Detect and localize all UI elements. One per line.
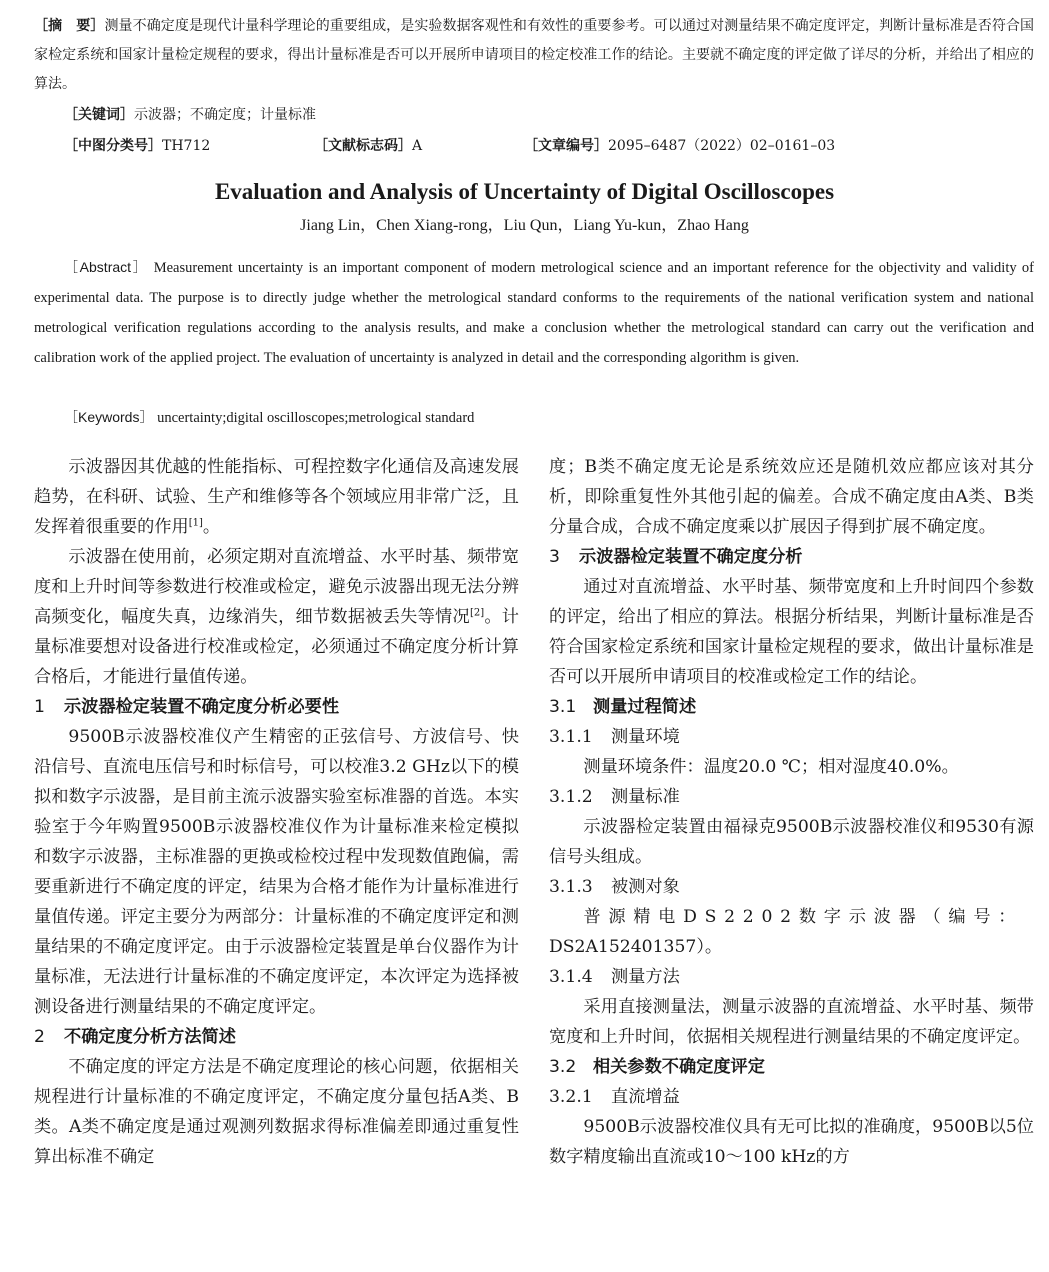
citation-ref: [1] (188, 517, 203, 529)
cn-abstract-text: 测量不确定度是现代计量科学理论的重要组成，是实验数据客观性和有效性的重要参考。可以通过对测量结果不确定度评定，判断计量标准是否符合国家检定系统和国家计量检定规程的要求，得出计量标准是否可以开展所申请项目的检定校准工作的结论。主要就不确定度的评定做了详尽的分析，并给出了相应的算法。 (34, 18, 1035, 92)
paragraph: 9500B示波器校准仪产生精密的正弦信号、方波信号、快沿信号、直流电压信号和时标信号，可以校准3.2 GHz以下的模拟和数字示波器，是目前主流示波器实验室标准器的首选。本实验室于今年购置9500B示波器校准仪作为计量标准来检定模拟和数字示波器，主标准器的更换或检校过程中发现数值跑偏，需要重新进行不确定度的评定，结果为合格才能作为计量标准进行量值传递。评定主要分为两部分：计量标准的不确定度评定和测量结果的不确定度评定。由于示波器检定装置是单台仪器作为计量标准，无法进行计量标准的不确定度评定，本次评定为选择被测设备进行测量结果的不确定度评定。 (34, 727, 519, 1017)
doc-code-label: ［文献标志码］ (314, 138, 412, 154)
cn-keywords (64, 104, 316, 126)
clc-value: TH712 (162, 138, 211, 154)
subsubsection-heading (549, 782, 1034, 812)
article-no-value: 2095–6487（2022）02–0161–03 (608, 138, 836, 154)
doc-code-value: A (412, 138, 423, 154)
subsubsection-heading (549, 722, 1034, 752)
paragraph (34, 452, 519, 542)
body-left-column (34, 452, 519, 1172)
section-title: 示波器检定装置不确定度分析必要性 (64, 697, 340, 717)
paragraph: 测量环境条件：温度20.0 ℃；相对湿度40.0%。 (583, 757, 959, 777)
section-title: 测量过程简述 (593, 697, 697, 717)
clc-label: ［中图分类号］ (64, 138, 162, 154)
paragraph: 度；B类不确定度无论是系统效应还是随机效应都应该对其分析，即除重复性外其他引起的偏差。合成不确定度由A类、B类分量合成，合成不确定度乘以扩展因子得到扩展不确定度。 (549, 457, 1034, 537)
section-number: 2 (34, 1027, 45, 1047)
section-number: 3.2 (549, 1057, 577, 1077)
section-number: 3.1.2 (549, 787, 593, 807)
section-title: 测量标准 (611, 787, 680, 807)
section-title: 测量方法 (611, 967, 680, 987)
english-keywords-label: ［Keywords］ (64, 409, 154, 425)
document-code (314, 135, 422, 157)
subsubsection-heading (549, 962, 1034, 992)
english-abstract-label: ［Abstract］ (64, 259, 149, 275)
paragraph (549, 902, 1034, 932)
section-number: 3.1 (549, 697, 577, 717)
english-authors: Jiang Lin，Chen Xiang-rong，Liu Qun，Liang Yu-kun，Zhao Hang (300, 217, 749, 234)
section-heading (549, 542, 1034, 572)
section-title: 被测对象 (611, 877, 680, 897)
section-title: 直流增益 (611, 1087, 680, 1107)
subsubsection-heading (549, 1082, 1034, 1112)
cn-abstract (34, 12, 1034, 99)
paragraph-text: 示波器因其优越的性能指标、可程控数字化通信及高速发展趋势，在科研、试验、生产和维修等各个领域应用非常广泛，且发挥着很重要的作用 (34, 457, 519, 537)
section-number: 1 (34, 697, 45, 717)
article-number (524, 135, 835, 157)
paragraph: 采用直接测量法，测量示波器的直流增益、水平时基、频带宽度和上升时间，依据相关规程进行测量结果的不确定度评定。 (549, 997, 1034, 1047)
cn-keywords-label: ［关键词］ (64, 107, 134, 123)
article-no-label: ［文章编号］ (524, 138, 608, 154)
clc-number (64, 135, 210, 157)
section-title: 不确定度分析方法简述 (64, 1027, 236, 1047)
body-right-column (549, 452, 1034, 1172)
section-title: 测量环境 (611, 727, 680, 747)
paragraph: DS2A152401357）。 (549, 937, 723, 957)
paragraph: 不确定度的评定方法是不确定度理论的核心问题，依据相关规程进行计量标准的不确定度评定，不确定度分量包括A类、B类。A类不确定度是通过观测列数据求得标准偏差即通过重复性算出标准不确定 (34, 1057, 519, 1167)
paragraph (34, 542, 519, 692)
section-heading (34, 692, 519, 722)
paragraph: 示波器检定装置由福禄克9500B示波器校准仪和9530有源信号头组成。 (549, 817, 1034, 867)
section-number: 3 (549, 547, 560, 567)
section-number: 3.1.1 (549, 727, 593, 747)
subsubsection-heading (549, 872, 1034, 902)
english-keywords-text: uncertainty;digital oscilloscopes;metrological standard (153, 410, 475, 426)
english-abstract (34, 252, 1034, 373)
english-abstract-text: Measurement uncertainty is an important component of modern metrological science and an important reference for the objectivity and validity of experimental data. The purpose is to directly judge whether the metrological standard conforms to the requirements of the national verification system and national metrological verification regulations according to the analysis results, and make a conclusion whether the metrological standard can carry out the verification and calibration work of the applied project. The evaluation of uncertainty is analyzed in detail and the corresponding algorithm is given. (34, 260, 1035, 366)
section-number: 3.1.4 (549, 967, 593, 987)
section-number: 3.2.1 (549, 1087, 593, 1107)
paragraph-text: 。 (202, 517, 221, 537)
section-heading (34, 1022, 519, 1052)
subsection-heading (549, 1052, 1034, 1082)
subsection-heading (549, 692, 1034, 722)
english-title: Evaluation and Analysis of Uncertainty of Digital Oscilloscopes (214, 179, 835, 204)
cn-keywords-text: 示波器；不确定度；计量标准 (134, 107, 316, 123)
paragraph-text: 示波器在使用前，必须定期对直流增益、水平时基、频带宽度和上升时间等参数进行校准或检定，避免示波器出现无法分辨高频变化，幅度失真，边缘消失，细节数据被丢失等情况 (34, 547, 519, 627)
english-keywords (64, 405, 1034, 430)
section-title: 示波器检定装置不确定度分析 (579, 547, 803, 567)
cn-abstract-label: ［摘 要］ (34, 18, 105, 34)
section-number: 3.1.3 (549, 877, 593, 897)
citation-ref: [2] (469, 607, 485, 619)
paragraph: 通过对直流增益、水平时基、频带宽度和上升时间四个参数的评定，给出了相应的算法。根据分析结果，判断计量标准是否符合国家检定系统和国家计量检定规程的要求，做出计量标准是否可以开展所申请项目的校准或检定工作的结论。 (549, 577, 1034, 687)
classification-row (64, 135, 1044, 157)
paragraph-text: 普源精电DS2202数字示波器（编号： (583, 907, 1024, 927)
section-title: 相关参数不确定度评定 (593, 1057, 765, 1077)
paragraph-text: 。计量标准要想对设备进行校准或检定，必须通过不确定度分析计算合格后，才能进行量值传递。 (34, 607, 519, 687)
paragraph: 9500B示波器校准仪具有无可比拟的准确度，9500B以5位数字精度输出直流或10～100 kHz的方 (549, 1117, 1034, 1167)
